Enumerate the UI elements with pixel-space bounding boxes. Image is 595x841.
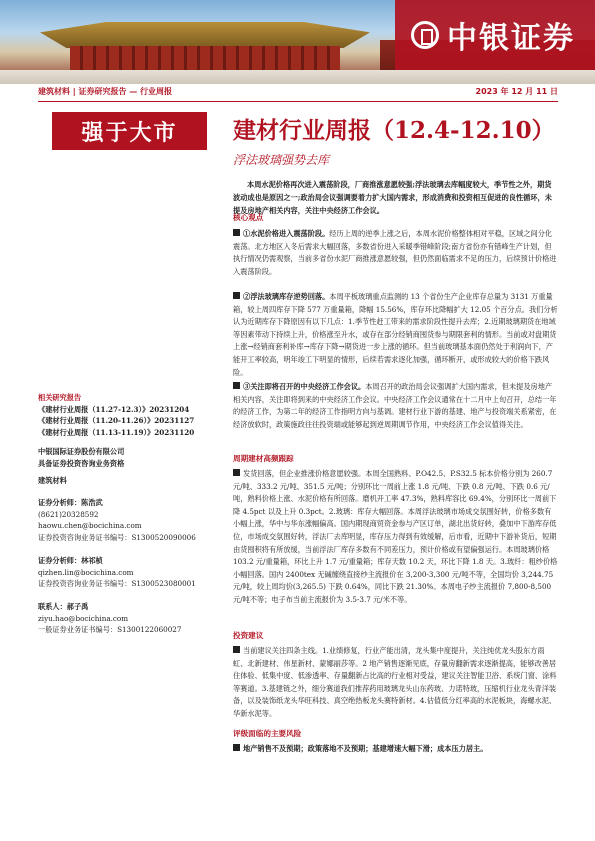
analyst-license: 证券投资咨询业务证书编号：S1300523080001: [38, 579, 196, 588]
analyst-2: [38, 555, 208, 590]
weekly-review-heading: 周期建材高频跟踪: [233, 454, 294, 463]
point-3-title: ③关注即将召开的中央经济工作会议。: [243, 382, 366, 391]
summary-paragraph: 本周水泥价格再次进入震荡阶段，厂商推涨意愿较强;浮法玻璃去库幅度较大，季节性之外，期货波动成也是原因之一;政治局会议强调要着力扩大国内需求，形成消费和投资相互促进的良性循环，未提及房地产相关内容，关注中央经济工作会议。: [233, 180, 552, 215]
investment-body: 当前建议关注四条主线。1.业绩修复，行业产能出清，龙头集中度提升，关注纯优龙头股东方雨虹、北新建材、伟星新材、蒙娜丽莎等。2 地产销售逐渐见底，存量房翻新需求逐渐提高，能够改善居住体验、低集中度、低渗透率、存量翻新占比高的行业相对受益，建议关注智能卫浴、系统门窗、涂料等赛道。3.基建链之外，细分赛道我们推荐药用玻璃龙头山东药玻、力诺特玻，压缩机行业龙头青洋装备，以及装饰纸龙头华旺科技、真空绝热板龙头赛特新材。4.估值低分红率高的水泥板块，海螺水泥、华新水泥等。: [233, 646, 557, 718]
analyst-role: 证券分析师：林祁桢: [38, 556, 103, 565]
point-2: [233, 291, 558, 379]
investment-advice: [233, 645, 558, 721]
firm-info: [38, 446, 208, 487]
point-2-body: 本周平板玻璃重点监测的 13 个省份生产企业库存总量为 3131 万重量箱，较上周四库存下降 577 万重量箱，降幅 15.56%，库存环比降幅扩大 12.05 个百分点。我们分析认为近期库存下降原因有以下几点：1.季节性赶工带来的需求阶段性提升去库；2.近期玻璃期货在地域等因素带动下持续上升，价格涨至升水，或存在部分经销商囤货参与期限套利的情形。当前或对盘期货上涨→经销商套利补库→库存下降→期货进一步上涨的循环。但当前玻璃基本面仍然处于利润向下，产能开工率较高，明年竣工下明显的情形，后续若需求逐化加强，循环断开，或形成较大的价格下跌风险。: [233, 292, 558, 377]
risk-body: 地产销售不及预期；政策落地不及预期；基建增速大幅下滑；成本压力居主。: [243, 744, 488, 753]
related-report-item[interactable]: 《建材行业周报（11.13-11.19）》20231120: [38, 427, 195, 437]
weekly-review: [233, 468, 558, 607]
header-banner: [0, 0, 595, 84]
analyst-1: [38, 497, 208, 543]
point-2-title: ②浮法玻璃库存逆势回落。: [243, 292, 330, 301]
analyst-phone: (8621)20328592: [38, 509, 99, 519]
palace-terrace-image: [0, 70, 595, 84]
related-report-item[interactable]: 《建材行业周报（11.20-11.26）》20231127: [38, 416, 195, 425]
point-3: [233, 381, 558, 431]
contact: [38, 601, 208, 636]
risk-heading: 评级面临的主要风险: [233, 729, 302, 738]
point-1-body: 经历上周的逆季上涨之后，本周水泥价格整体相对平稳，区域之间分化震荡。北方地区入冬后需求大幅回落，多数省份进入采暖季错峰阶段;南方省份亦有错峰生产计划，但执行情况仍需观察，当前多省份水泥厂商推涨意愿较强，但仍然面临需求不足的压力，后续预计价格进入震荡阶段。: [233, 229, 557, 276]
contact-license: 一般证券业务证书编号：S1300122060027: [38, 625, 182, 634]
point-3-body: 本周召开的政治局会议强调扩大国内需求，但未提及房地产相关内容，关注即将到来的中央经济工作会议。中央经济工作会议通常在十二月中上旬召开，总结一年的经济工作，为第二年的经济工作指明方向与基调。建材行业下游的基建、地产与投资端关系紧密，在经济放软时，政策施政往往投资端或能够起到逆周期调节作用，中央经济工作会议值得关注。: [233, 382, 557, 429]
brand-logo: [395, 0, 595, 70]
breadcrumb-text: 建筑材料 | 证券研究报告 — 行业周报: [38, 87, 173, 96]
bank-logo-icon: [411, 21, 439, 49]
header-divider: [38, 101, 558, 102]
point-1: [233, 228, 558, 278]
weekly-review-body: 发货回落，但企业推涨价格意愿较强。本周全国熟料、P.O42.5、P.S32.5 标本价格分别为 260.7 元/吨、333.2 元/吨、351.5 元/吨；分别环比一周前上涨 1.8 元/吨、下跌 0.8 元/吨、下跌 0.6 元/吨，熟料价格上涨、水泥价格有所回落。磨机开工率 47.3%，熟料库容比 69.4%，分别环比一周前下降 4.5pct 以及上升 0.3pct。2.玻璃：库存大幅回落。本周浮法玻璃市场成交氛围好转，价格多数有小幅上涨，华中与华东涨幅偏高。国内期现商贸资金参与产区订单，湖北出货好转，叠加中下游库存低位，市场成交氛围好转，浮法厂去库明显，库存压力得到有效缓解，后市看，近期中下游补货后，短期由货囤积将有所放缓，当前浮法厂库存多数有不同差压力，预计价格或有望偏强运行。本周玻璃价格 103.2 元/重量箱，环比上升 1.7 元/重量箱；库存天数 10.2 天，环比下降 1.8 天。3.玻纤：粗纱价格小幅回落。国内 2400tex 无碱缠绕直接纱主流报价在 3,200-3,300 元/吨不等，全国均价 3,244.75 元/吨，较上周均价(3,265.5) 下跌 0.64%，同比下跌 21.30%。本周电子纱主流报价 7,800-8,500 元/吨不等；电子布当前主流报价为 3.5-3.7 元/米不等。: [233, 469, 558, 604]
contact-email[interactable]: ziyu.hao@bocichina.com: [38, 613, 129, 623]
related-report-item[interactable]: 《建材行业周报（11.27-12.3）》20231204: [38, 404, 190, 414]
analyst-role: 证券分析师：陈浩武: [38, 498, 103, 507]
report-date: 2023 年 12 月 11 日: [475, 87, 558, 96]
related-reports: [38, 392, 208, 438]
point-1-title: ①水泥价格进入震荡阶段。: [243, 229, 330, 238]
bullet-icon: [233, 744, 240, 751]
brand-name: 中银证券: [447, 21, 575, 56]
analyst-email[interactable]: haowu.chen@bocichina.com: [38, 521, 142, 530]
report-subtitle: 浮法玻璃强势去库: [233, 153, 330, 167]
analyst-email[interactable]: qizhen.lin@bocichina.com: [38, 567, 134, 577]
investment-heading: 投资建议: [233, 631, 264, 640]
firm-qualification: 具备证券投资咨询业务资格: [38, 458, 125, 468]
bullet-icon: [233, 469, 240, 476]
breadcrumb: [38, 86, 558, 100]
core-view-heading: 核心观点: [233, 213, 264, 222]
bullet-icon: [233, 292, 240, 299]
rating-badge: 强于大市: [52, 112, 207, 150]
contact-role: 联系人：郝子禹: [38, 602, 89, 611]
risk: [233, 743, 558, 756]
report-title: 建材行业周报（12.4-12.10）: [233, 117, 555, 144]
bullet-icon: [233, 382, 240, 389]
palace-roof-image: [40, 22, 370, 48]
related-reports-title: 相关研究报告: [38, 393, 82, 402]
bullet-icon: [233, 646, 240, 653]
sector-name: 建筑材料: [38, 476, 67, 485]
analyst-license: 证券投资咨询业务证书编号：S1300520090006: [38, 532, 196, 542]
bullet-icon: [233, 229, 240, 236]
firm-name: 中银国际证券股份有限公司: [38, 447, 125, 456]
